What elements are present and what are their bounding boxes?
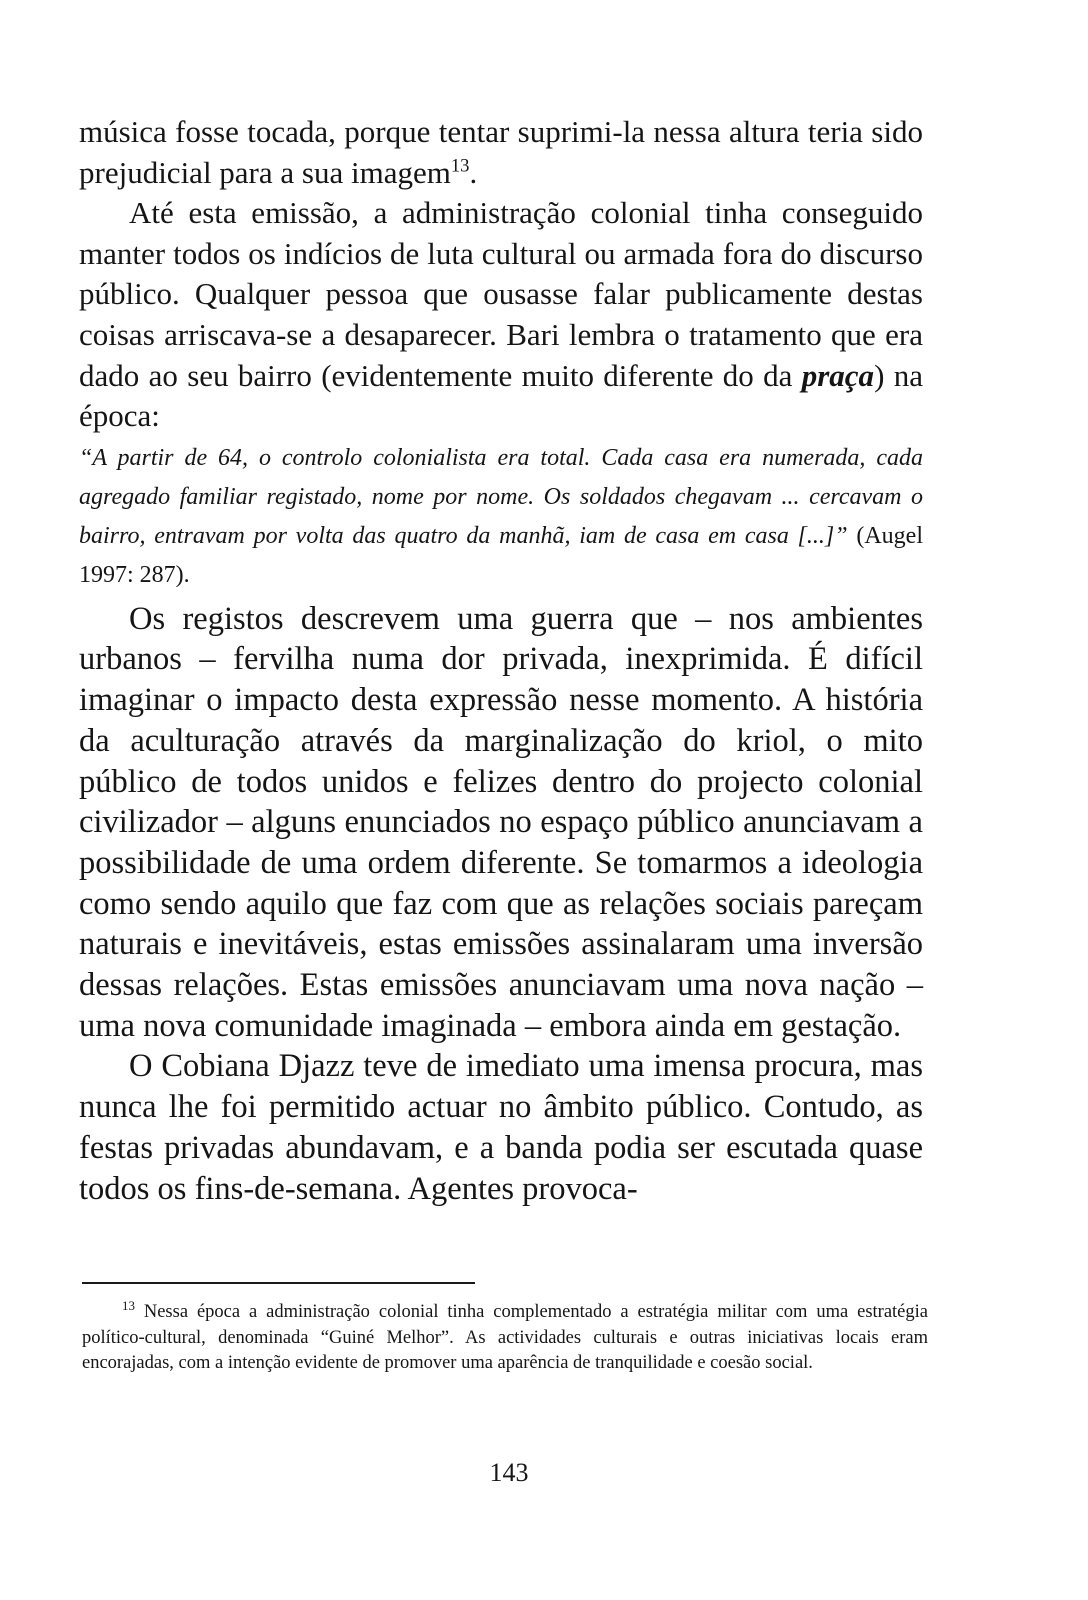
footnote-reference: 13 (450, 155, 470, 177)
paragraph-cobiana: O Cobiana Djazz teve de imediato uma imensa procura, mas nunca lhe foi permitido actuar no âmbito público. Contudo, as festas privadas abundavam, e a banda podia ser escutada quase todos os fins-de-semana. Agentes provoca- (79, 1048, 923, 1207)
paragraph-records: Os registos descrevem uma guerra que – nos ambientes urbanos – fervilha numa dor privada, inexprimida. É difícil imaginar o impacto desta expressão nesse momento. A história da aculturação através da marginalização do kriol, o mito público de todos unidos e felizes dentro do projecto colonial civilizador – alguns enunciados no espaço público anunciavam a possibilidade de uma ordem diferente. Se tomarmos a ideologia como sendo aquilo que faz com que as relações sociais pareçam naturais e inevitáveis, estas emissões assinalaram uma inversão dessas relações. Estas emissões anunciavam uma nova nação – uma nova comunidade imaginada – embora ainda em gestação. (79, 600, 923, 1044)
page-number: 143 (489, 1458, 529, 1487)
footnote (82, 1297, 928, 1377)
paragraph-text: música fosse tocada, porque tentar suprimi-la nessa altura teria sido prejudicial para a sua imagem (79, 114, 923, 190)
paragraph-end: ) na época: (79, 357, 923, 434)
quote-text: “A partir de 64, o controlo colonialista era total. Cada casa era numerada, cada agregado familiar registado, nome por nome. Os soldados chegavam ... cercavam o bairro, entravam por volta das quatro da manhã, iam de casa em casa [...]” (79, 444, 923, 549)
paragraph-continuation (79, 112, 923, 193)
footnote-number: 13 (122, 1297, 135, 1313)
paragraph-text: Até esta emissão, a administração colonial tinha conseguido manter todos os indícios de luta cultural ou armada fora do discurso público. Qualquer pessoa que ousasse falar publicamente destas coisas arriscava-se a desaparecer. Bari lembra o tratamento que era dado ao seu bairro (evidentemente muito diferente do da (79, 195, 923, 393)
footnote-text: Nessa época a administração colonial tinha complementado a estratégia militar com uma estratégia político-cultural, denominada “Guiné Melhor”. As actividades culturais e outras iniciativas locais eram encorajadas, com a intenção evidente de promover uma aparência de tranquilidade e coesão social. (82, 1302, 928, 1373)
paragraph-end: . (469, 154, 478, 190)
body-text (79, 112, 923, 1209)
block-quote (79, 439, 923, 595)
quote-citation: (Augel 1997: 287). (79, 522, 923, 588)
emphasis-word: praça (801, 357, 875, 393)
footnote-divider (82, 1282, 475, 1284)
paragraph-broadcast (79, 193, 923, 437)
